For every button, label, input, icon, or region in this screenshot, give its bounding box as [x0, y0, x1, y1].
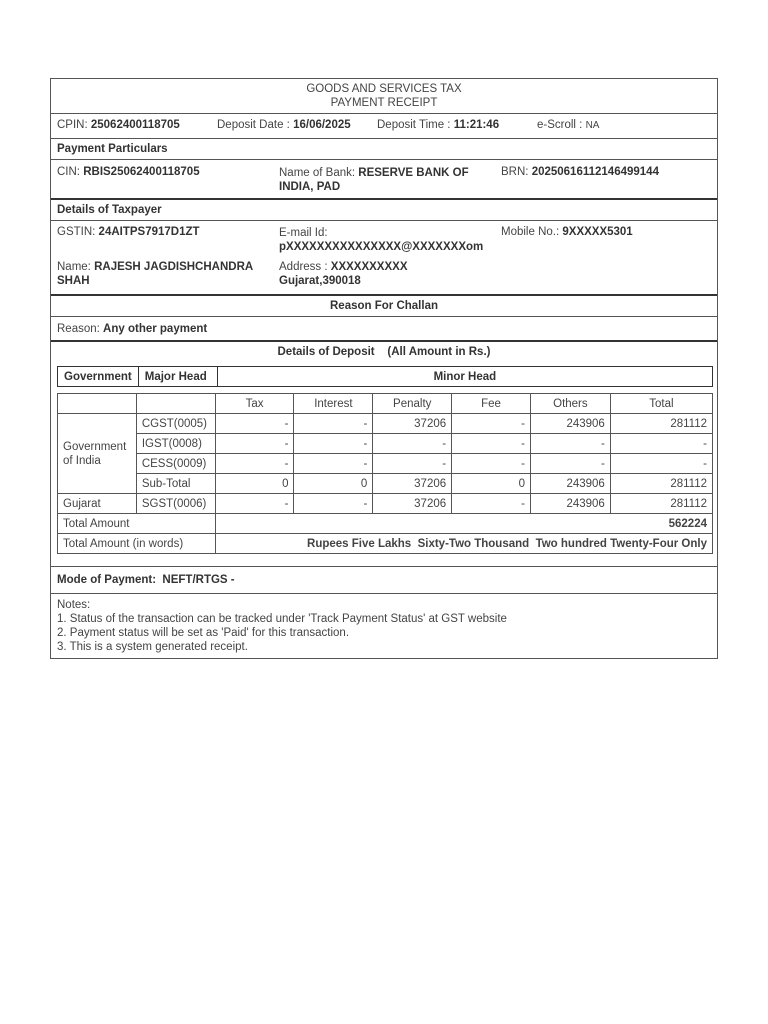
igst-total: - — [610, 434, 712, 454]
subtotal-penalty: 37206 — [373, 474, 452, 494]
col-interest: Interest — [294, 394, 373, 414]
total-amount-label: Total Amount — [58, 514, 216, 534]
table-row — [58, 474, 713, 494]
total-words-label: Total Amount (in words) — [58, 534, 216, 554]
table-row — [58, 454, 713, 474]
igst-tax: - — [215, 434, 294, 454]
table-row — [58, 494, 713, 514]
deposit-section — [51, 342, 717, 567]
total-amount-value: 562224 — [215, 514, 712, 534]
igst-others: - — [530, 434, 610, 454]
minor-head-columns — [58, 394, 713, 414]
cin-value: RBIS25062400118705 — [83, 166, 200, 178]
deposit-header-table — [57, 366, 713, 387]
reason-row — [51, 317, 717, 342]
deposit-heading: Details of Deposit (All Amount in Rs.) — [277, 346, 491, 358]
escroll — [537, 119, 599, 131]
gov-gujarat-cell: Gujarat — [58, 494, 137, 514]
cess-others: - — [530, 454, 610, 474]
cgst-total: 281112 — [610, 414, 712, 434]
address-label: Address : — [279, 261, 328, 273]
reason-heading: Reason For Challan — [51, 296, 717, 317]
cgst-tax: - — [215, 414, 294, 434]
taxpayer-name — [57, 260, 253, 288]
col-total: Total — [610, 394, 712, 414]
receipt-title — [51, 79, 717, 114]
cgst-others: 243906 — [530, 414, 610, 434]
major-head: CESS(0009) — [136, 454, 215, 474]
deposit-time — [377, 119, 499, 131]
deposit-time-value: 11:21:46 — [453, 119, 500, 131]
cess-tax: - — [215, 454, 294, 474]
gstin-value: 24AITPS7917D1ZT — [98, 226, 200, 238]
cess-fee: - — [452, 454, 531, 474]
major-head: CGST(0005) — [136, 414, 215, 434]
cess-total: - — [610, 454, 712, 474]
subtotal-fee: 0 — [452, 474, 531, 494]
address-value-line2: Gujarat,390018 — [279, 275, 361, 287]
name-value-line2: SHAH — [57, 275, 90, 287]
cpin-row — [51, 114, 717, 139]
cess-penalty: - — [373, 454, 452, 474]
note-item: 2. Payment status will be set as 'Paid' for this transaction. — [57, 627, 350, 639]
deposit-date — [217, 119, 351, 131]
email-value: pXXXXXXXXXXXXXXX@XXXXXXXom — [279, 241, 484, 253]
sgst-penalty: 37206 — [373, 494, 452, 514]
taxpayer-heading: Details of Taxpayer — [51, 200, 717, 221]
sgst-tax: - — [215, 494, 294, 514]
subtotal-total: 281112 — [610, 474, 712, 494]
bank-name — [279, 166, 469, 194]
deposit-date-value: 16/06/2025 — [293, 119, 351, 131]
col-government: Government — [58, 367, 139, 387]
bank-value-line2: INDIA, PAD — [279, 181, 341, 193]
total-words-row — [58, 534, 713, 554]
mobile-label: Mobile No.: — [501, 226, 560, 238]
payment-particulars-row — [51, 160, 717, 200]
sgst-interest: - — [294, 494, 373, 514]
receipt-title-line2: PAYMENT RECEIPT — [330, 97, 438, 109]
escroll-label: e-Scroll : — [537, 119, 583, 131]
major-head: Sub-Total — [136, 474, 215, 494]
cgst-interest: - — [294, 414, 373, 434]
address-value-line1: XXXXXXXXXX — [330, 261, 408, 273]
cpin-label: CPIN: — [57, 119, 88, 131]
major-head: SGST(0006) — [136, 494, 215, 514]
cess-interest: - — [294, 454, 373, 474]
reason-value: Any other payment — [103, 323, 208, 335]
total-words-value: Rupees Five Lakhs Sixty-Two Thousand Two hundred Twenty-Four Only — [215, 534, 712, 554]
payment-particulars-heading: Payment Particulars — [51, 139, 717, 160]
reason-label: Reason: — [57, 323, 100, 335]
payment-receipt — [50, 78, 718, 659]
brn-value: 20250616112146499144 — [531, 166, 659, 178]
igst-penalty: - — [373, 434, 452, 454]
brn — [501, 166, 659, 178]
name-value-line1: RAJESH JAGDISHCHANDRA — [94, 261, 254, 273]
col-penalty: Penalty — [373, 394, 452, 414]
gov-india-cell: Government of India — [58, 414, 137, 494]
gstin-label: GSTIN: — [57, 226, 96, 238]
notes-title: Notes: — [57, 599, 91, 611]
name-label: Name: — [57, 261, 91, 273]
deposit-date-label: Deposit Date : — [217, 119, 290, 131]
sgst-fee: - — [452, 494, 531, 514]
table-row — [58, 434, 713, 454]
cin-label: CIN: — [57, 166, 80, 178]
col-fee: Fee — [452, 394, 531, 414]
bank-label: Name of Bank: — [279, 167, 356, 179]
sgst-total: 281112 — [610, 494, 712, 514]
cin — [57, 166, 200, 178]
gstin — [57, 226, 200, 238]
brn-label: BRN: — [501, 166, 529, 178]
bank-value-line1: RESERVE BANK OF — [358, 167, 469, 179]
igst-fee: - — [452, 434, 531, 454]
col-major-head: Major Head — [138, 367, 217, 387]
major-head: IGST(0008) — [136, 434, 215, 454]
email-label: E-mail Id: — [279, 227, 328, 239]
address — [279, 260, 408, 288]
col-tax: Tax — [215, 394, 294, 414]
mode-of-payment: Mode of Payment: NEFT/RTGS - — [51, 567, 717, 594]
cgst-penalty: 37206 — [373, 414, 452, 434]
mobile — [501, 226, 633, 238]
total-amount-row — [58, 514, 713, 534]
deposit-time-label: Deposit Time : — [377, 119, 451, 131]
subtotal-interest: 0 — [294, 474, 373, 494]
sgst-others: 243906 — [530, 494, 610, 514]
note-item: 3. This is a system generated receipt. — [57, 641, 248, 653]
col-minor-head: Minor Head — [217, 367, 712, 387]
taxpayer-row — [51, 221, 717, 296]
email — [279, 226, 483, 254]
notes-section — [51, 594, 717, 658]
subtotal-tax: 0 — [215, 474, 294, 494]
escroll-value: NA — [585, 120, 600, 131]
mobile-value: 9XXXXX5301 — [562, 226, 633, 238]
col-others: Others — [530, 394, 610, 414]
deposit-table — [57, 393, 713, 554]
table-row — [58, 414, 713, 434]
cpin — [57, 119, 180, 131]
cgst-fee: - — [452, 414, 531, 434]
subtotal-others: 243906 — [530, 474, 610, 494]
cpin-value: 25062400118705 — [90, 119, 180, 131]
igst-interest: - — [294, 434, 373, 454]
receipt-title-line1: GOODS AND SERVICES TAX — [306, 83, 462, 95]
note-item: 1. Status of the transaction can be tracked under 'Track Payment Status' at GST website — [57, 613, 507, 625]
